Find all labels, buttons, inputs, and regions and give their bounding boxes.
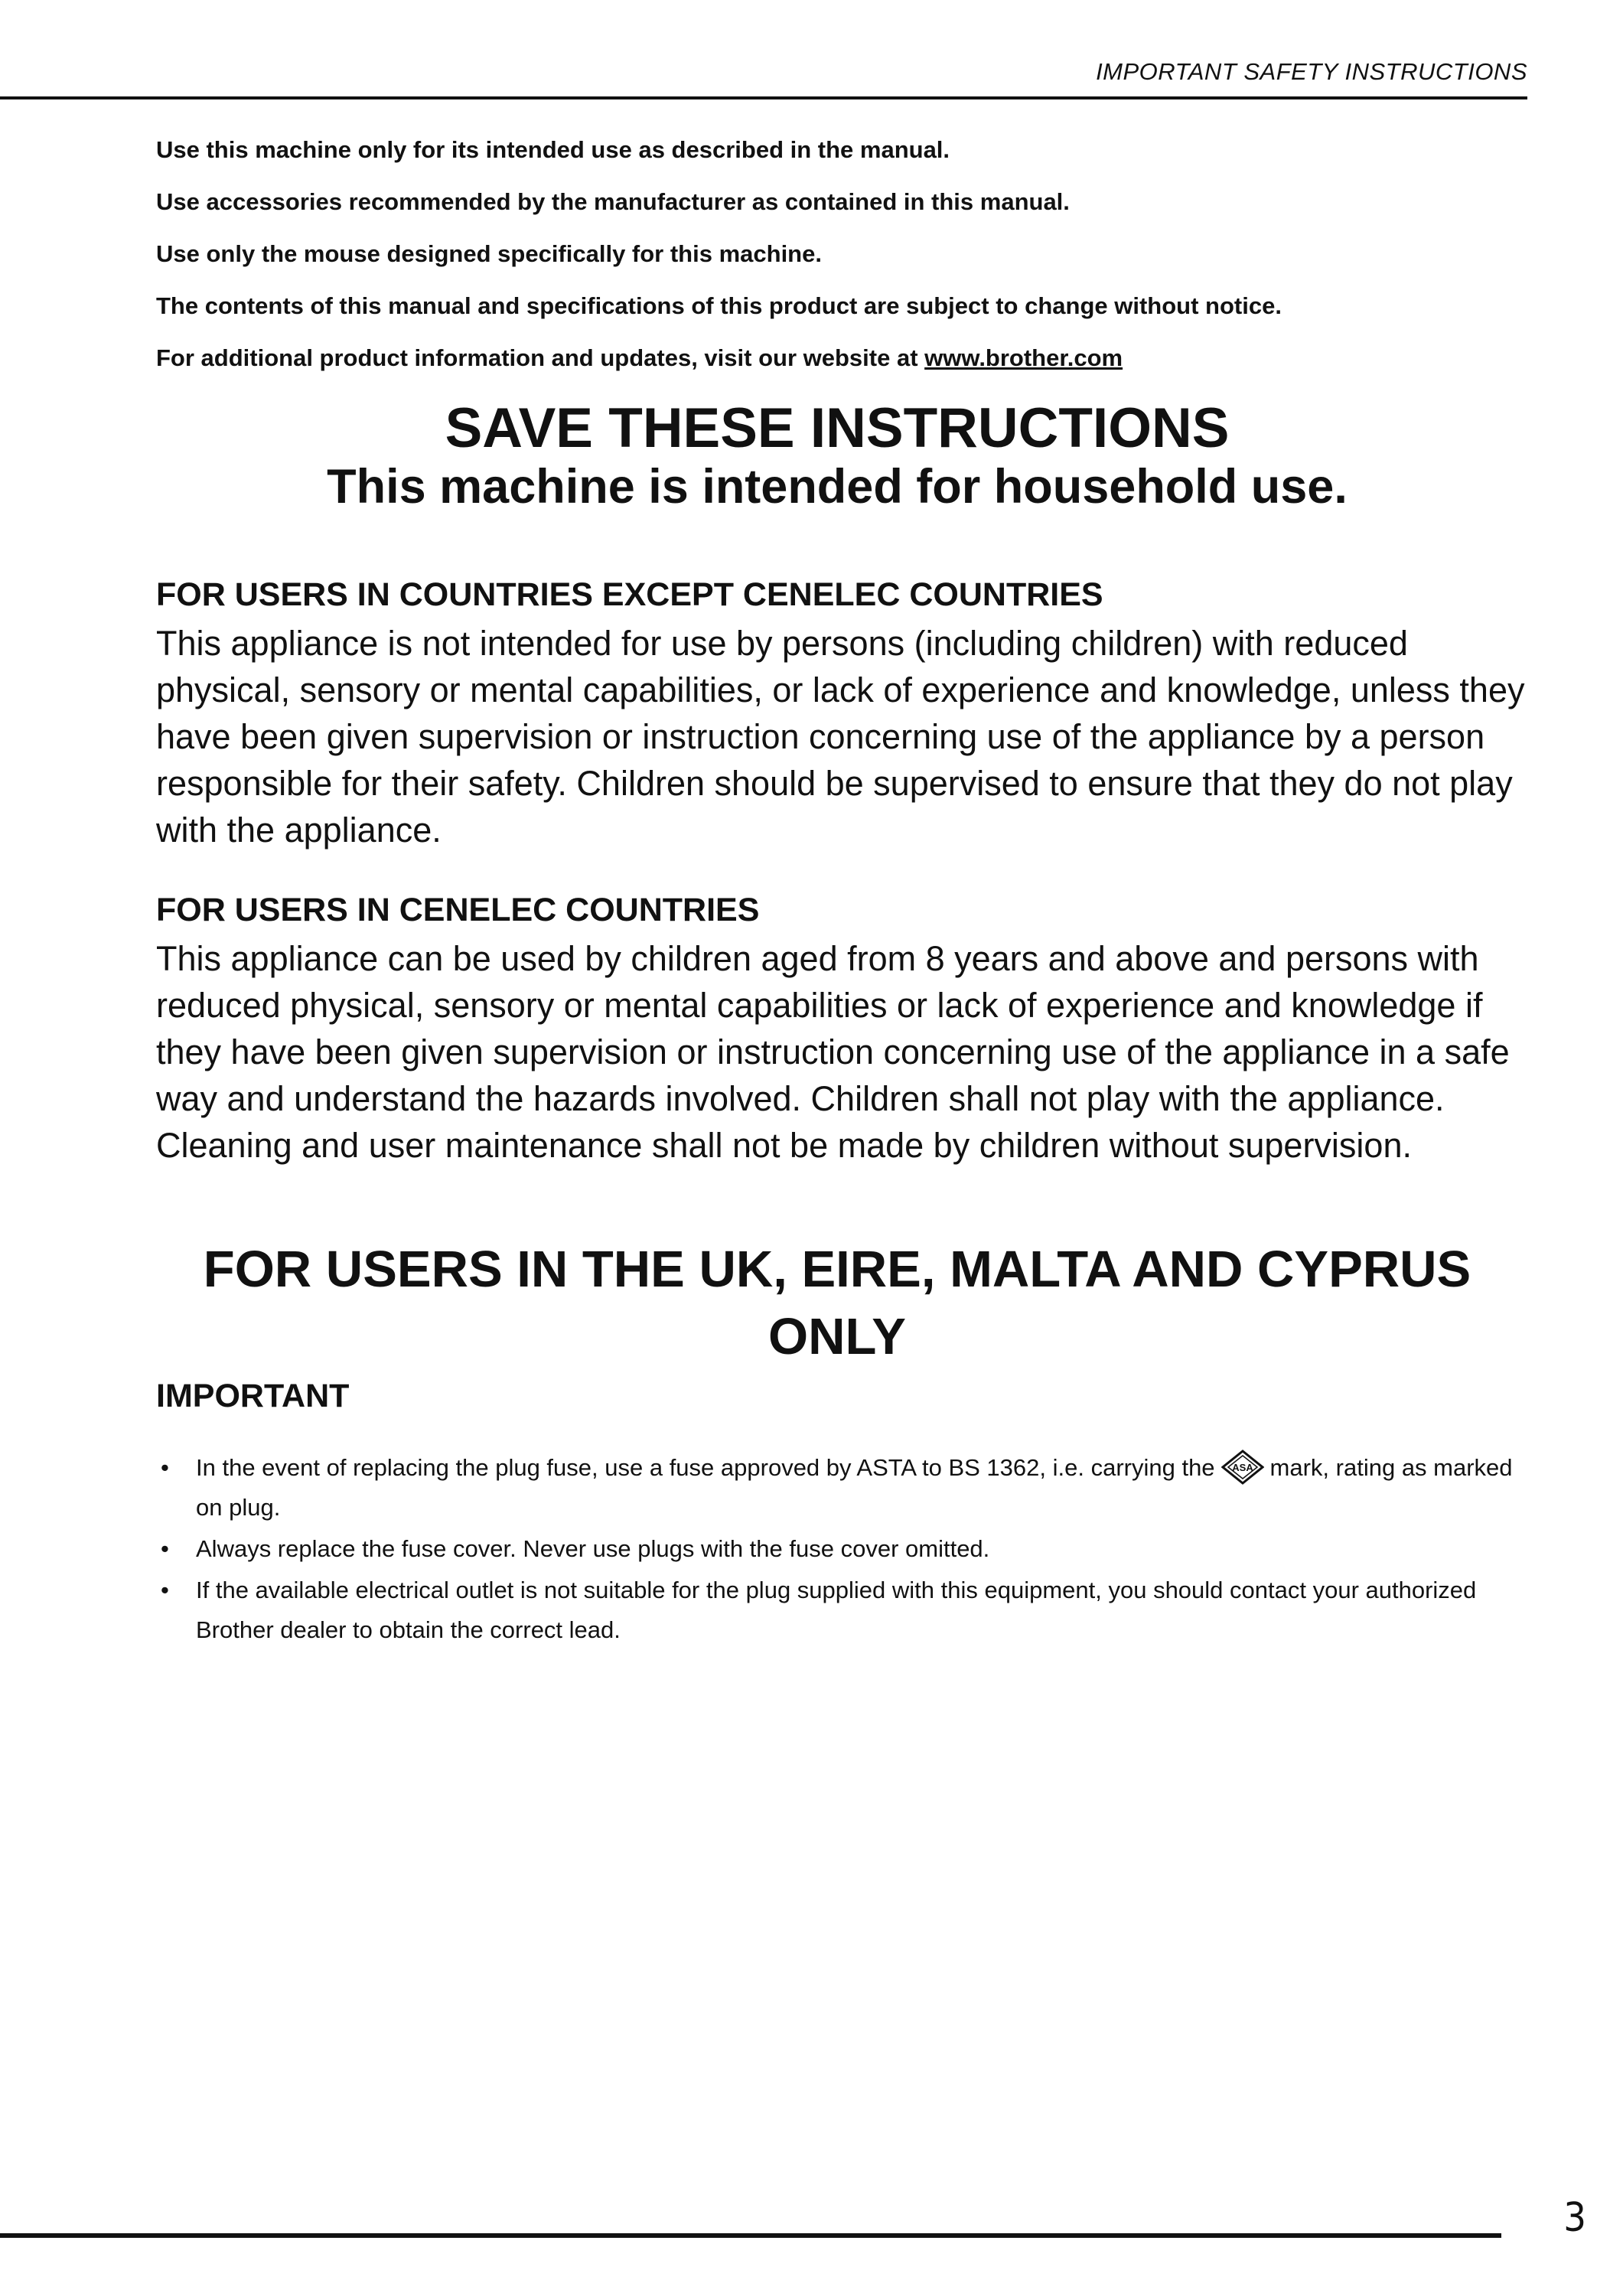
notice-mouse: Use only the mouse designed specifically for this machine. (156, 240, 822, 267)
website-link[interactable]: www.brother.com (924, 344, 1123, 371)
bullet-text-fuse-part1: In the event of replacing the plug fuse, use a fuse approved by ASTA to BS 1362, i.e. carrying the (196, 1454, 1215, 1481)
bullet-text-outlet: If the available electrical outlet is not suitable for the plug supplied with this equipment, you should contact your authorized Brother dealer to obtain the correct lead. (196, 1577, 1477, 1643)
list-item (156, 1448, 1533, 1528)
section-body-non-cenelec: This appliance is not intended for use by persons (including children) with reduced physical, sensory or mental capabilities, or lack of experience and knowledge, unless they have been given supervision or instruction concerning use of the appliance by a person responsible for their safety. Children should be supervised to ensure that they do not play with the appliance. (156, 624, 1525, 850)
notice-intended-use: Use this machine only for its intended use as described in the manual. (156, 136, 950, 163)
notice-website (156, 344, 1123, 372)
bullet-text-fuse-cover: Always replace the fuse cover. Never use plugs with the fuse cover omitted. (196, 1535, 990, 1562)
bullet-text-fuse-part2: mark, rating as marked on plug. (196, 1454, 1513, 1521)
save-instructions-title: SAVE THESE INSTRUCTIONS (445, 397, 1230, 459)
uk-section-title (156, 1236, 1518, 1371)
asta-mark-icon (1221, 1450, 1264, 1485)
running-header: IMPORTANT SAFETY INSTRUCTIONS (1096, 58, 1527, 85)
website-notice-text: For additional product information and updates, visit our website at (156, 344, 925, 371)
household-use-note: This machine is intended for household use. (327, 460, 1348, 514)
asta-mark-text: ASA (1231, 1461, 1253, 1473)
list-item (156, 1529, 1533, 1569)
uk-title-line-1: FOR USERS IN THE UK, EIRE, MALTA AND CYPRUS (203, 1241, 1471, 1298)
section-heading-non-cenelec: FOR USERS IN COUNTRIES EXCEPT CENELEC COUNTRIES (156, 576, 1103, 613)
uk-title-line-2: ONLY (768, 1308, 906, 1365)
notice-accessories: Use accessories recommended by the manufacturer as contained in this manual. (156, 188, 1070, 215)
bullet-icon: • (161, 1535, 169, 1562)
bullet-icon: • (161, 1577, 169, 1603)
list-item (156, 1570, 1533, 1650)
footer-rule (0, 2233, 1501, 2238)
section-heading-cenelec: FOR USERS IN CENELEC COUNTRIES (156, 892, 760, 928)
section-body-cenelec: This appliance can be used by children aged from 8 years and above and persons with reduced physical, sensory or mental capabilities or lack of experience and knowledge if they have been given supervision or instruction concerning use of the appliance in a safe way and understand the hazards involved. Children shall not play with the appliance. Cleaning and user maintenance shall not be made by children without supervision. (156, 939, 1510, 1165)
page-number: 3 (1563, 2195, 1586, 2241)
uk-bullet-list (156, 1448, 1533, 1652)
notice-specifications: The contents of this manual and specifications of this product are subject to change without notice. (156, 292, 1282, 319)
header-rule (0, 96, 1527, 99)
bullet-icon: • (161, 1454, 169, 1481)
important-label: IMPORTANT (156, 1378, 350, 1414)
